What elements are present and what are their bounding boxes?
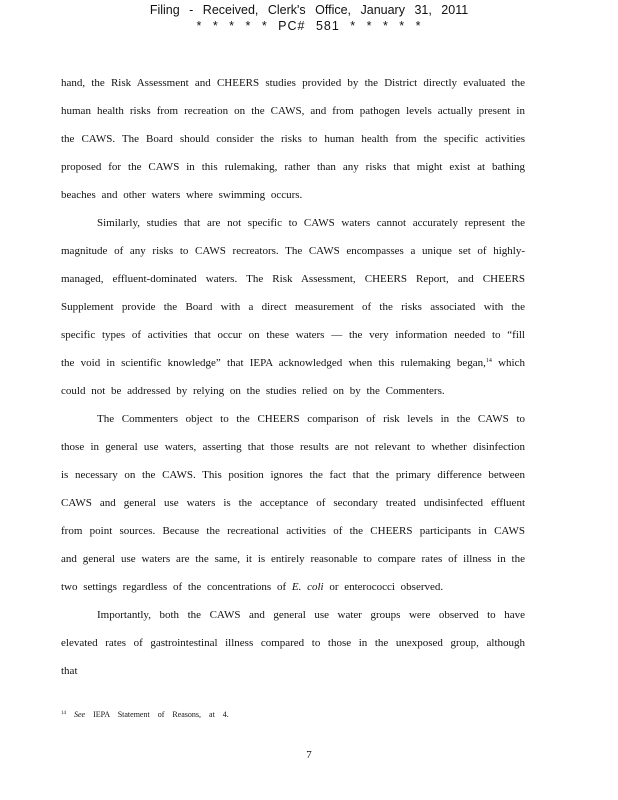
- footnote-reference: 14: [485, 358, 492, 364]
- footnote-number: 14: [61, 711, 66, 716]
- footnote: [61, 709, 229, 721]
- paragraph-1: hand, the Risk Assessment and CHEERS studies provided by the District directly evaluated the human health risks from recreation on the CAWS, and from pathogen levels actually present in the CAWS. The Board should consider the risks to human health from the specific activities proposed for the CAWS in this rulemaking, rather than any risks that might exist at bathing beaches and other waters where swimming occurs.: [61, 77, 525, 201]
- page-number: 7: [306, 749, 312, 761]
- filing-stamp-header: [0, 2, 618, 34]
- paragraph-3-text: The Commenters object to the CHEERS comparison of risk levels in the CAWS to those in general use waters, asserting that those results are not relevant to whether disinfection is necessary on the CAWS. This position ignores the fact that the primary difference between CAWS and general use waters is the acceptance of secondary treated undisinfected effluent from point sources. Because the recreational activities of the CHEERS participants in CAWS and general use waters are the same, it is entirely reasonable to compare rates of illness in the two settings regardless of the concentrations of: [61, 413, 525, 593]
- filing-stamp-line: Filing - Received, Clerk's Office, January 31, 2011: [149, 3, 469, 17]
- paragraph-2-text-end: which could not be addressed by relying on the studies relied on by the Commenters.: [61, 357, 525, 397]
- paragraph-4: Importantly, both the CAWS and general use water groups were observed to have elevated rates of gastrointestinal illness compared to those in the unexposed group, although that: [61, 609, 525, 677]
- footnote-signal: See: [74, 710, 86, 719]
- species-name: E. coli: [291, 581, 324, 593]
- pc-number-line: * * * * * PC# 581 * * * * *: [196, 19, 422, 33]
- paragraph-2: [61, 209, 525, 405]
- paragraph-2-text: Similarly, studies that are not specific to CAWS waters cannot accurately represent the magnitude of any risks to CAWS recreators. The CAWS encompasses a unique set of highly-managed, effluent-dominated waters. The Risk Assessment, CHEERS Report, and CHEERS Supplement provide the Board with a direct measurement of the risks associated with the specific types of activities that occur on these waters — the very information needed to “fill the void in scientific knowledge” that IEPA acknowledged when this rulemaking began,: [61, 217, 525, 369]
- document-body: [61, 69, 525, 685]
- footnote-text: IEPA Statement of Reasons, at 4.: [93, 710, 229, 719]
- paragraph-3: [61, 405, 525, 601]
- paragraph-3-text-end: or enterococci observed.: [323, 581, 444, 593]
